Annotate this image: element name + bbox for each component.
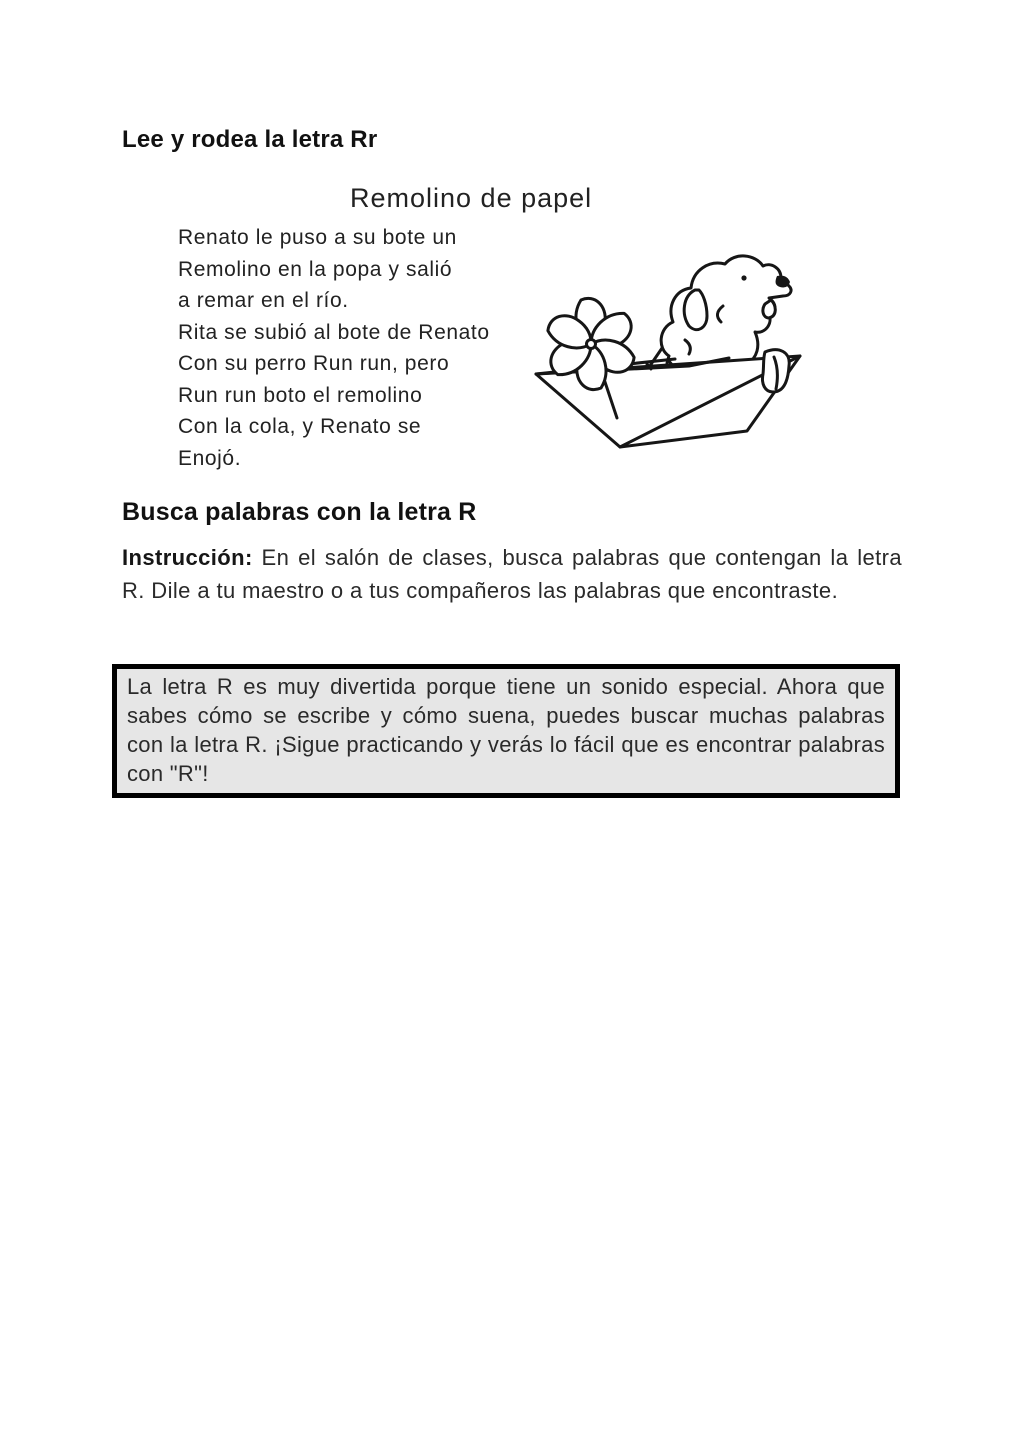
poem-line: Enojó. (178, 446, 242, 470)
dog-paw (762, 350, 789, 392)
poem-title: Remolino de papel (350, 183, 593, 213)
note-box-text: La letra R es muy divertida porque tiene un sonido especial. Ahora que sabes cómo se escribe y cómo suena, puedes buscar muchas palabras con la letra R. ¡Sigue practicando y verás lo fácil que es encontrar palabras con "R"! (127, 674, 885, 786)
instruction-label: Instrucción: (122, 545, 253, 570)
dog-eye (741, 275, 746, 280)
poem-line: Rita se subió al bote de Renato (178, 320, 490, 344)
dog-nose (776, 276, 790, 288)
poem-line: a remar en el río. (178, 289, 349, 312)
poem-line: Con la cola, y Renato se (178, 415, 422, 438)
heading-busca-palabras: Busca palabras con la letra R (122, 498, 477, 526)
heading-lee-y-rodea: Lee y rodea la letra Rr (122, 126, 378, 153)
poem (178, 222, 490, 474)
dog-ear (684, 290, 707, 330)
poem-line: Run run boto el remolino (178, 383, 423, 407)
dog-tongue (763, 300, 775, 318)
dog-in-paper-boat-illustration (525, 248, 820, 473)
poem-line: Remolino en la popa y salió (178, 257, 453, 281)
poem-line: Renato le puso a su bote un (178, 226, 457, 249)
instruction-text: En el salón de clases, busca palabras que contengan la letra R. Dile a tu maestro o a tus compañeros las palabras que encontraste. (122, 545, 902, 603)
note-box (112, 664, 900, 798)
poem-line: Con su perro Run run, pero (178, 352, 450, 375)
instruction-paragraph (122, 541, 902, 607)
